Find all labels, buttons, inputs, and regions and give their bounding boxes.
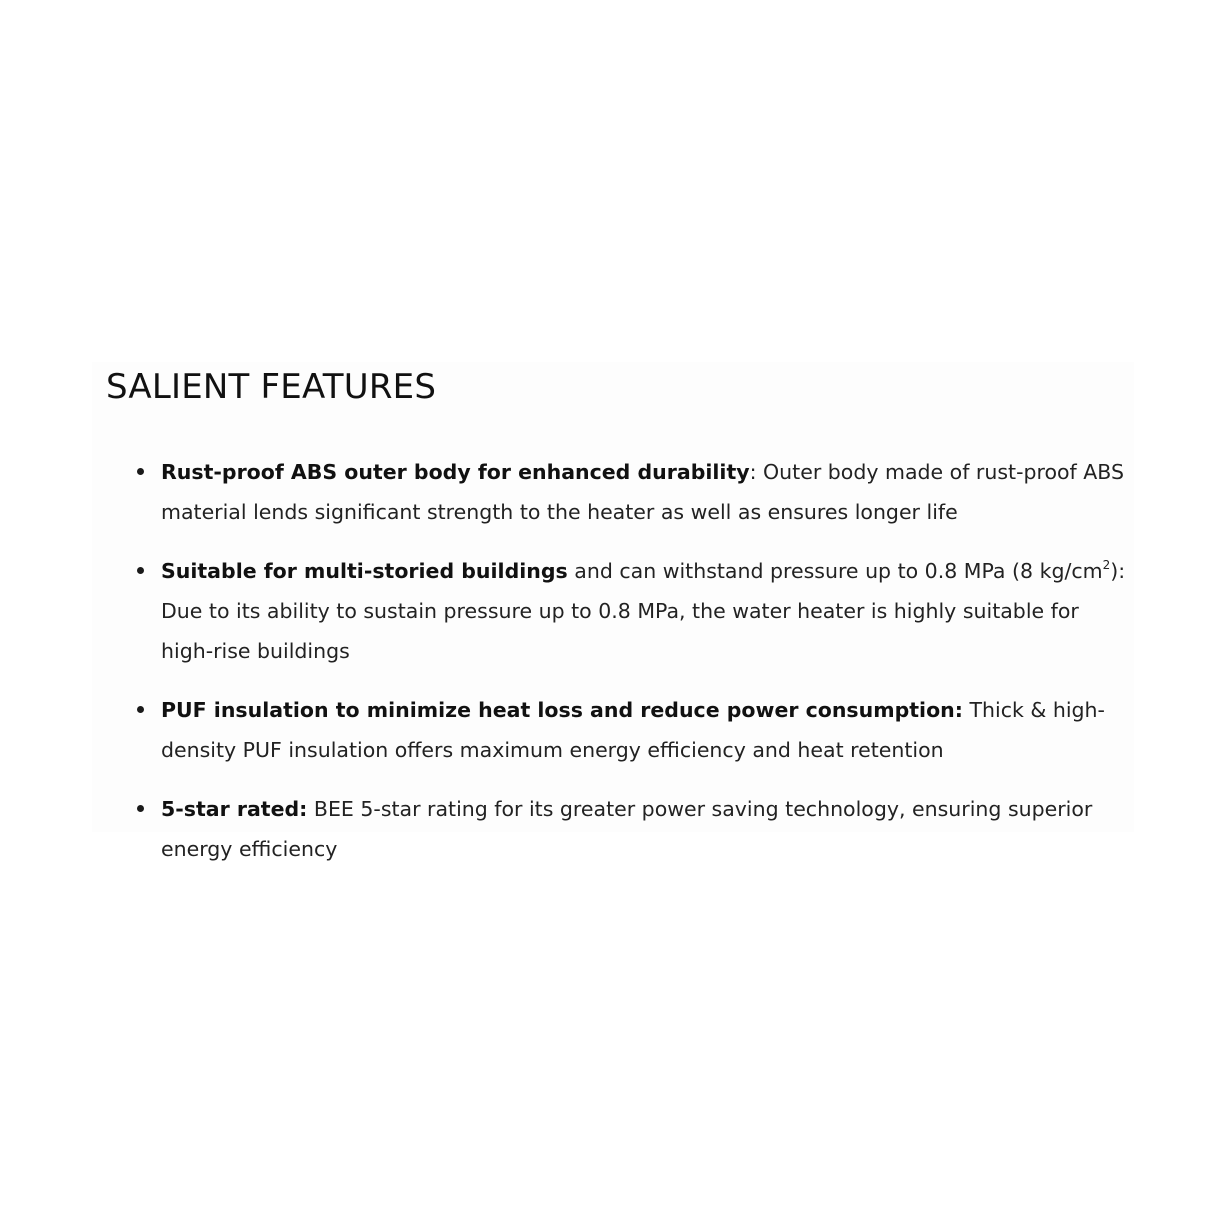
feature-lead: 5-star rated: bbox=[161, 797, 308, 821]
feature-item-multi-storied bbox=[130, 551, 1130, 671]
feature-text: : Outer body made of rust-proof ABS material lends significant strength to the heater as well as ensures longer life bbox=[161, 460, 1125, 524]
feature-lead: Suitable for multi-storied buildings bbox=[161, 559, 568, 583]
feature-text-continued: ): Due to its ability to sustain pressure up to 0.8 MPa, the water heater is highly suitable for high-rise buildings bbox=[161, 559, 1126, 663]
features-list bbox=[130, 452, 1130, 888]
section-heading: SALIENT FEATURES bbox=[106, 367, 437, 407]
feature-text: BEE 5-star rating for its greater power saving technology, ensuring superior energy efficiency bbox=[161, 797, 1093, 861]
bullet-icon bbox=[137, 567, 144, 574]
feature-text: Thick & high-density PUF insulation offers maximum energy efficiency and heat retention bbox=[161, 698, 1105, 762]
feature-item-rust-proof bbox=[130, 452, 1130, 532]
bullet-icon bbox=[137, 706, 144, 713]
superscript: 2 bbox=[1102, 558, 1111, 572]
bullet-icon bbox=[137, 805, 144, 812]
feature-lead: PUF insulation to minimize heat loss and reduce power consumption: bbox=[161, 698, 963, 722]
feature-lead: Rust-proof ABS outer body for enhanced durability bbox=[161, 460, 750, 484]
feature-item-puf-insulation bbox=[130, 690, 1130, 770]
feature-text: and can withstand pressure up to 0.8 MPa (8 kg/cm bbox=[567, 559, 1103, 583]
bullet-icon bbox=[137, 468, 144, 475]
feature-item-5-star bbox=[130, 789, 1130, 869]
